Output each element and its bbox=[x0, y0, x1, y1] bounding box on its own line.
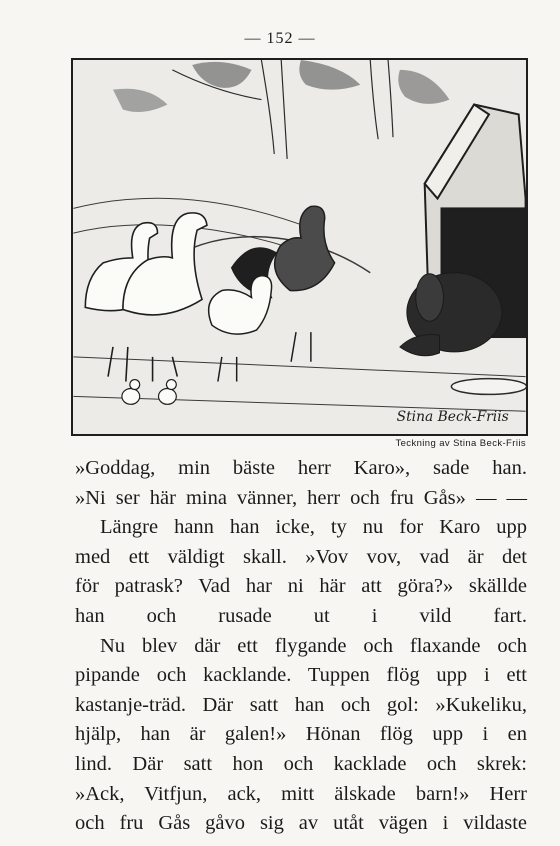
text-line: och fru Gås gåvo sig av utåt vägen i vildaste bbox=[75, 812, 527, 835]
text-line: Längre hann han icke, ty nu for Karo upp bbox=[100, 516, 527, 539]
signature: Stina Beck-Friis bbox=[396, 409, 509, 426]
illustration-credit: Teckning av Stina Beck-Friis bbox=[395, 438, 526, 449]
text-line: »Ack, Vitfjun, ack, mitt älskade barn!» Herr bbox=[75, 782, 527, 805]
text-line: »Ni ser här mina vänner, herr och fru Gås» — — bbox=[75, 486, 527, 509]
text-line: Nu blev där ett flygande och flaxande och bbox=[100, 634, 527, 657]
illustration bbox=[71, 58, 528, 436]
text-line: »Goddag, min bäste herr Karo», sade han. bbox=[75, 457, 527, 479]
body-text bbox=[75, 454, 527, 839]
text-line: pipande och kacklande. Tuppen flög upp i ett bbox=[75, 664, 527, 687]
page-number: — 152 — bbox=[244, 30, 316, 47]
text-line: med ett väldigt skall. »Vov vov, vad är det bbox=[75, 545, 527, 568]
text-line: hjälp, han är galen!» Hönan flög upp i en bbox=[75, 723, 527, 746]
text-line: kastanje-träd. Där satt han och gol: »Kukeliku, bbox=[75, 693, 527, 716]
text-line: lind. Där satt hon och kacklade och skrek: bbox=[75, 752, 527, 775]
text-line: för patrask? Vad har ni här att göra?» skällde bbox=[75, 575, 527, 598]
illustration-drawing bbox=[73, 60, 526, 434]
text-line: han och rusade ut i vild fart. bbox=[75, 604, 527, 627]
